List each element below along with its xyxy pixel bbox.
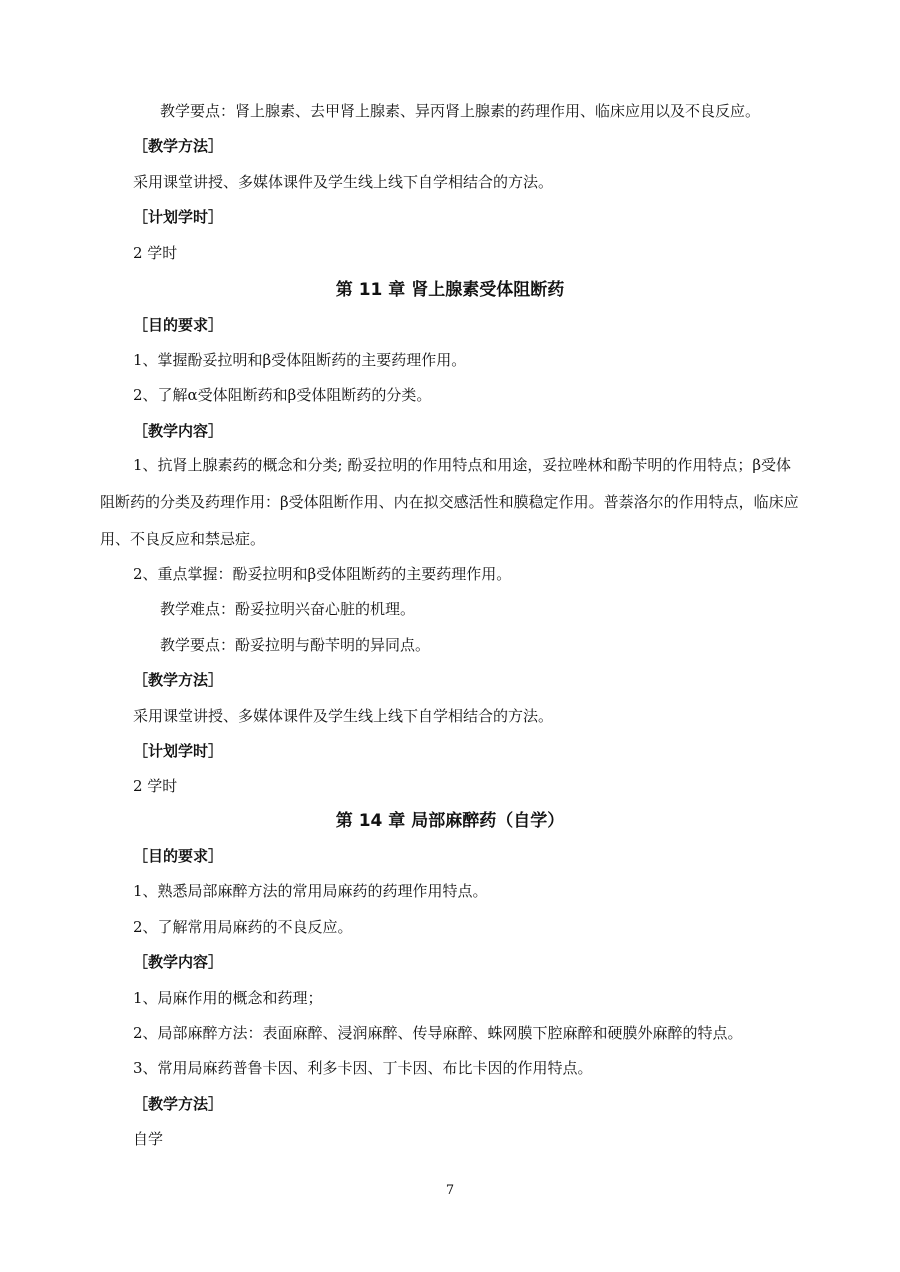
- methods-text: 采用课堂讲授、多媒体课件及学生线上线下自学相结合的方法。: [133, 173, 554, 191]
- section-heading-content: ［教学内容］: [133, 422, 224, 440]
- objective-item-1: 1、掌握酚妥拉明和β受体阻断药的主要药理作用。: [133, 351, 467, 369]
- section-heading-hours-2: ［计划学时］: [133, 742, 224, 760]
- methods-text-2: 采用课堂讲授、多媒体课件及学生线上线下自学相结合的方法。: [133, 707, 554, 725]
- objective-item-2b: 2、了解常用局麻药的不良反应。: [133, 918, 353, 936]
- page-number: 7: [445, 1183, 455, 1198]
- section-heading-methods-2: ［教学方法］: [133, 671, 224, 689]
- section-heading-hours: ［计划学时］: [133, 208, 224, 226]
- chapter-14-title: 第 14 章 局部麻醉药（自学）: [335, 811, 565, 831]
- objective-item-2: 2、了解α受体阻断药和β受体阻断药的分类。: [133, 386, 432, 404]
- content-item-1b: 1、局麻作用的概念和药理；: [133, 989, 323, 1007]
- teaching-difficulty-line: 教学难点：酚妥拉明兴奋心脏的机理。: [160, 600, 416, 618]
- content-item-2b: 2、局部麻醉方法：表面麻醉、浸润麻醉、传导麻醉、蛛网膜下腔麻醉和硬膜外麻醉的特点。: [133, 1024, 743, 1042]
- chapter-11-title: 第 11 章 肾上腺素受体阻断药: [335, 280, 565, 300]
- section-heading-methods: ［教学方法］: [133, 137, 224, 155]
- teaching-points-line-2: 教学要点：酚妥拉明与酚苄明的异同点。: [160, 636, 431, 654]
- hours-text: 2 学时: [133, 244, 178, 262]
- content-item-3b: 3、常用局麻药普鲁卡因、利多卡因、丁卡因、布比卡因的作用特点。: [133, 1059, 593, 1077]
- section-heading-content-2: ［教学内容］: [133, 953, 224, 971]
- objective-item-1b: 1、熟悉局部麻醉方法的常用局麻药的药理作用特点。: [133, 882, 488, 900]
- section-heading-objectives-2: ［目的要求］: [133, 847, 224, 865]
- hours-text-2: 2 学时: [133, 777, 178, 795]
- section-heading-objectives: ［目的要求］: [133, 316, 224, 334]
- content-item-2: 2、重点掌握：酚妥拉明和β受体阻断药的主要药理作用。: [133, 565, 512, 583]
- section-heading-methods-3: ［教学方法］: [133, 1095, 224, 1113]
- methods-text-3: 自学: [133, 1130, 164, 1148]
- teaching-points-line: 教学要点：肾上腺素、去甲肾上腺素、异丙肾上腺素的药理作用、临床应用以及不良反应。: [160, 102, 761, 120]
- content-paragraph-1: 1、抗肾上腺素药的概念和分类; 酚妥拉明的作用特点和用途，妥拉唑林和酚苄明的作用特点；β受体阻断药的分类及药理作用：β受体阻断作用、内在拟交感活性和膜稳定作用。普萘洛尔的作用特点，临床应用、不良反应和禁忌症。: [100, 456, 799, 548]
